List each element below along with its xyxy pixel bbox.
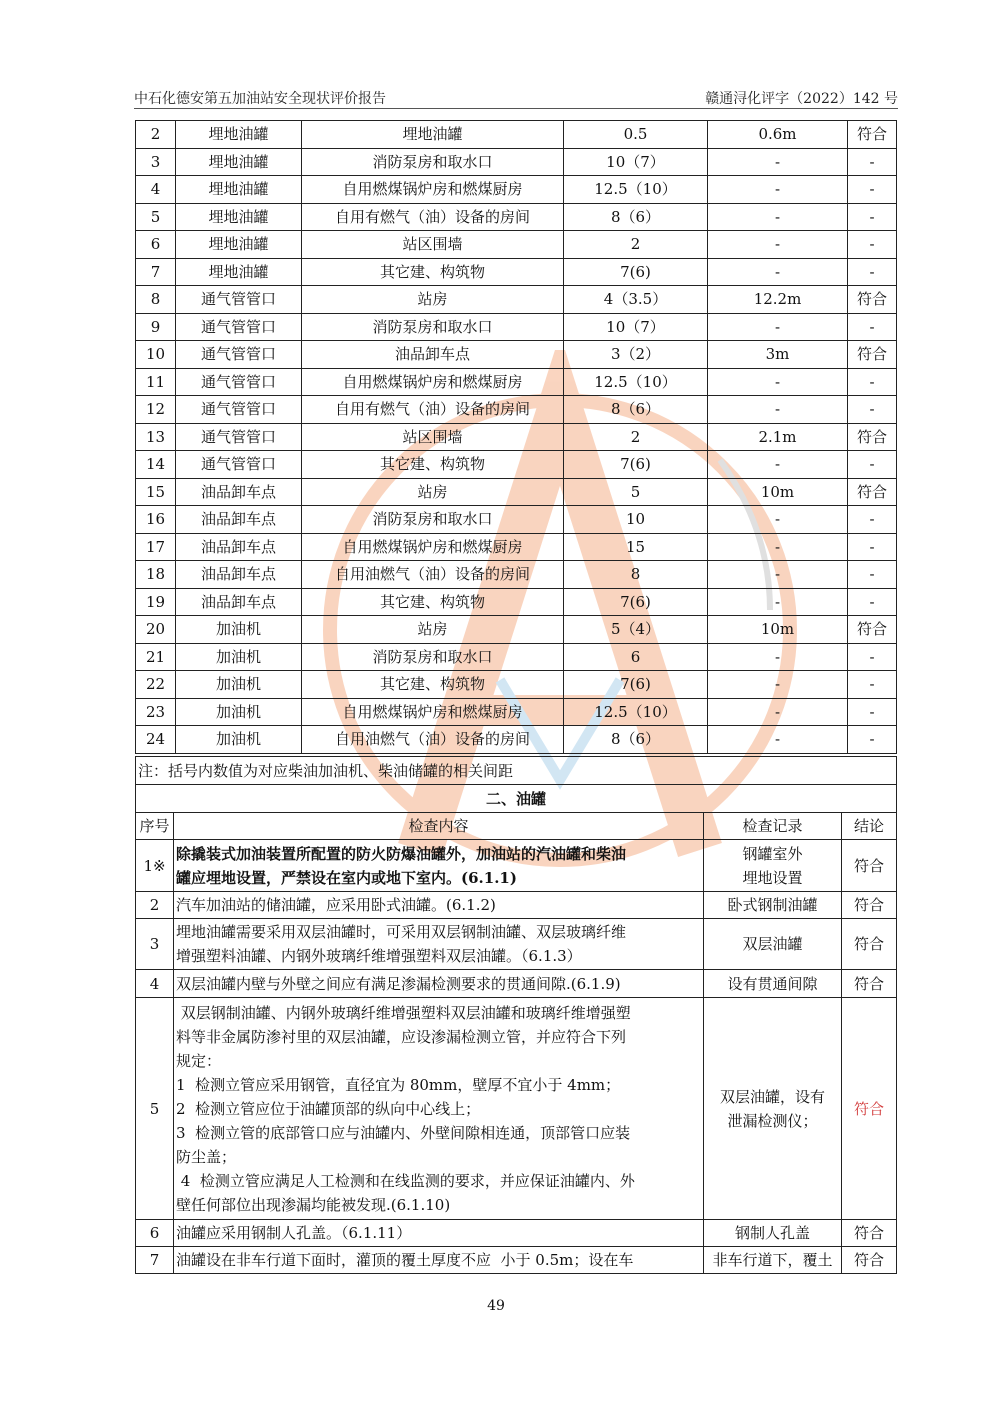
cell-item: 通气管管口: [176, 423, 302, 451]
content-line: 壁任何部位出现渗漏均能被发现.(6.1.10): [176, 1195, 451, 1214]
cell-actual: 10m: [708, 616, 848, 644]
cell-result: 符合: [848, 616, 897, 644]
report-number: 赣通浔化评字（2022）142 号: [705, 91, 898, 107]
cell-record: [704, 970, 842, 998]
cell-no: 6: [136, 1220, 174, 1247]
cell-no: 21: [136, 643, 176, 671]
cell-item: 油品卸车点: [176, 478, 302, 506]
cell-target: 自用油燃气（油）设备的房间: [302, 726, 564, 754]
cell-item: 通气管管口: [176, 286, 302, 314]
cell-result: 符合: [842, 919, 897, 970]
table-row: [136, 726, 897, 754]
cell-item: 油品卸车点: [176, 506, 302, 534]
cell-result: -: [848, 258, 897, 286]
cell-item: 油品卸车点: [176, 588, 302, 616]
cell-item: 加油机: [176, 698, 302, 726]
cell-std: 8（6）: [564, 203, 708, 231]
header-result: 结论: [842, 813, 897, 840]
table-row: [136, 506, 897, 534]
cell-no: 18: [136, 561, 176, 589]
cell-result: -: [848, 533, 897, 561]
cell-result: -: [848, 588, 897, 616]
cell-no: 5: [136, 998, 174, 1220]
cell-target: 站房: [302, 616, 564, 644]
table-row: [136, 121, 897, 149]
cell-std: 15: [564, 533, 708, 561]
cell-result: -: [848, 148, 897, 176]
record-line: 卧式钢制油罐: [727, 896, 818, 914]
table-row: [136, 286, 897, 314]
cell-result: -: [848, 313, 897, 341]
cell-item: 通气管管口: [176, 368, 302, 396]
table-note: 注：括号内数值为对应柴油加油机、柴油储罐的相关间距: [136, 757, 897, 785]
cell-std: 8（6）: [564, 396, 708, 424]
cell-item: 埋地油罐: [176, 121, 302, 149]
table-row: [136, 892, 897, 919]
cell-target: 站房: [302, 478, 564, 506]
cell-item: 埋地油罐: [176, 176, 302, 204]
content-line: 双层油罐内壁与外壁之间应有满足渗漏检测要求的贯通间隙.(6.1.9): [176, 974, 621, 993]
cell-no: 5: [136, 203, 176, 231]
content-line: 2 检测立管应位于油罐顶部的纵向中心线上；: [176, 1099, 481, 1118]
cell-result: -: [848, 231, 897, 259]
cell-item: 埋地油罐: [176, 258, 302, 286]
header-content: 检查内容: [174, 813, 704, 840]
cell-item: 油品卸车点: [176, 561, 302, 589]
cell-actual: -: [708, 203, 848, 231]
cell-actual: 12.2m: [708, 286, 848, 314]
cell-actual: -: [708, 396, 848, 424]
content-line: 料等非金属防渗衬里的双层油罐，应设渗漏检测立管，并应符合下列: [176, 1027, 627, 1046]
cell-target: 消防泵房和取水口: [302, 313, 564, 341]
cell-item: 埋地油罐: [176, 148, 302, 176]
content-line: 双层钢制油罐、内钢外玻璃纤维增强塑料双层油罐和玻璃纤维增强塑: [176, 1003, 631, 1022]
cell-std: 7(6): [564, 451, 708, 479]
record-line: 埋地设置: [742, 868, 803, 887]
cell-no: 17: [136, 533, 176, 561]
cell-std: 4（3.5）: [564, 286, 708, 314]
table-row: [136, 998, 897, 1220]
cell-std: 12.5（10）: [564, 698, 708, 726]
content-line: 规定：: [176, 1051, 222, 1070]
cell-no: 14: [136, 451, 176, 479]
cell-result: 符合: [848, 423, 897, 451]
content-line: 汽车加油站的储油罐，应采用卧式油罐。(6.1.2): [176, 896, 496, 914]
cell-actual: -: [708, 671, 848, 699]
cell-actual: 3m: [708, 341, 848, 369]
cell-record: [704, 998, 842, 1220]
cell-actual: -: [708, 643, 848, 671]
cell-result: -: [848, 203, 897, 231]
cell-record: [704, 1247, 842, 1274]
cell-std: 2: [564, 423, 708, 451]
cell-content: [174, 840, 704, 892]
cell-target: 自用有燃气（油）设备的房间: [302, 203, 564, 231]
content-line: 除撬装式加油装置所配置的防火防爆油罐外，加油站的汽油罐和柴油: [176, 844, 627, 863]
cell-no: 23: [136, 698, 176, 726]
cell-result: 符合: [848, 478, 897, 506]
header-record: 检查记录: [704, 813, 842, 840]
cell-no: 6: [136, 231, 176, 259]
content-line: 1 检测立管应采用钢管，直径宜为 80mm，壁厚不宜小于 4mm；: [176, 1075, 621, 1094]
tank-table: [135, 756, 897, 1274]
table-row: [136, 396, 897, 424]
cell-no: 2: [136, 892, 174, 919]
cell-std: 3（2）: [564, 341, 708, 369]
cell-std: 8（6）: [564, 726, 708, 754]
cell-std: 7(6): [564, 588, 708, 616]
cell-target: 消防泵房和取水口: [302, 148, 564, 176]
cell-std: 0.5: [564, 121, 708, 149]
table-row: [136, 148, 897, 176]
cell-target: 其它建、构筑物: [302, 258, 564, 286]
cell-target: 埋地油罐: [302, 121, 564, 149]
cell-record: [704, 892, 842, 919]
cell-target: 自用燃煤锅炉房和燃煤厨房: [302, 533, 564, 561]
cell-actual: -: [708, 588, 848, 616]
cell-std: 8: [564, 561, 708, 589]
cell-result: 符合: [848, 341, 897, 369]
table-row: [136, 258, 897, 286]
table-row: [136, 698, 897, 726]
cell-target: 消防泵房和取水口: [302, 506, 564, 534]
cell-item: 加油机: [176, 643, 302, 671]
cell-actual: -: [708, 231, 848, 259]
cell-target: 自用燃煤锅炉房和燃煤厨房: [302, 176, 564, 204]
cell-no: 7: [136, 1247, 174, 1274]
cell-item: 加油机: [176, 616, 302, 644]
record-line: 双层油罐: [742, 935, 803, 953]
cell-content: [174, 892, 704, 919]
cell-no: 16: [136, 506, 176, 534]
table-row: [136, 341, 897, 369]
cell-actual: -: [708, 313, 848, 341]
cell-actual: -: [708, 561, 848, 589]
cell-item: 通气管管口: [176, 313, 302, 341]
record-line: 钢制人孔盖: [734, 1224, 810, 1242]
cell-no: 15: [136, 478, 176, 506]
cell-actual: -: [708, 258, 848, 286]
cell-result: -: [848, 643, 897, 671]
cell-std: 6: [564, 643, 708, 671]
cell-target: 油品卸车点: [302, 341, 564, 369]
cell-no: 1※: [136, 840, 174, 892]
cell-actual: -: [708, 176, 848, 204]
cell-actual: -: [708, 451, 848, 479]
content-line: 油罐设在非车行道下面时，灌顶的覆土厚度不应 小于 0.5m；设在车: [176, 1251, 634, 1269]
cell-content: [174, 919, 704, 970]
header-no: 序号: [136, 813, 174, 840]
table-row: [136, 561, 897, 589]
record-line: 设有贯通间隙: [727, 974, 818, 993]
distance-table: [135, 120, 897, 754]
cell-std: 5: [564, 478, 708, 506]
cell-result: -: [848, 396, 897, 424]
cell-no: 3: [136, 148, 176, 176]
cell-item: 通气管管口: [176, 341, 302, 369]
cell-record: [704, 919, 842, 970]
cell-item: 油品卸车点: [176, 533, 302, 561]
cell-std: 10（7）: [564, 313, 708, 341]
cell-std: 2: [564, 231, 708, 259]
cell-actual: 10m: [708, 478, 848, 506]
cell-result: 符合: [842, 840, 897, 892]
report-title: 中石化德安第五加油站安全现状评价报告: [134, 91, 386, 107]
cell-actual: -: [708, 148, 848, 176]
cell-result: 符合: [842, 1220, 897, 1247]
table-row: [136, 478, 897, 506]
cell-actual: -: [708, 506, 848, 534]
cell-std: 5（4）: [564, 616, 708, 644]
cell-result: -: [848, 671, 897, 699]
cell-no: 3: [136, 919, 174, 970]
record-line: 钢罐室外: [742, 844, 803, 863]
cell-target: 自用油燃气（油）设备的房间: [302, 561, 564, 589]
record-line: 泄漏检测仪；: [727, 1111, 818, 1130]
cell-no: 2: [136, 121, 176, 149]
cell-target: 其它建、构筑物: [302, 451, 564, 479]
table-row: [136, 616, 897, 644]
cell-result: -: [848, 698, 897, 726]
table-row: [136, 919, 897, 970]
cell-no: 8: [136, 286, 176, 314]
record-line: 双层油罐，设有: [719, 1087, 825, 1106]
cell-item: 埋地油罐: [176, 203, 302, 231]
content-line: 增强塑料油罐、内钢外玻璃纤维增强塑料双层油罐。（6.1.3）: [176, 947, 582, 965]
cell-no: 9: [136, 313, 176, 341]
cell-no: 13: [136, 423, 176, 451]
cell-actual: -: [708, 533, 848, 561]
cell-target: 自用有燃气（油）设备的房间: [302, 396, 564, 424]
cell-result: -: [848, 368, 897, 396]
cell-no: 22: [136, 671, 176, 699]
cell-result: 符合: [842, 970, 897, 998]
cell-item: 加油机: [176, 726, 302, 754]
table-row: [136, 643, 897, 671]
cell-content: [174, 998, 704, 1220]
cell-actual: -: [708, 726, 848, 754]
cell-item: 通气管管口: [176, 396, 302, 424]
cell-target: 消防泵房和取水口: [302, 643, 564, 671]
table-row: [136, 1220, 897, 1247]
cell-no: 12: [136, 396, 176, 424]
table-row: [136, 368, 897, 396]
cell-result: 符合: [842, 892, 897, 919]
cell-std: 7(6): [564, 671, 708, 699]
table-row: [136, 176, 897, 204]
cell-no: 11: [136, 368, 176, 396]
content-line: 罐应埋地设置，严禁设在室内或地下室内。(6.1.1): [176, 868, 517, 887]
cell-record: [704, 1220, 842, 1247]
cell-target: 站房: [302, 286, 564, 314]
cell-no: 20: [136, 616, 176, 644]
cell-no: 7: [136, 258, 176, 286]
content-line: 防尘盖；: [176, 1147, 237, 1166]
cell-item: 通气管管口: [176, 451, 302, 479]
cell-no: 10: [136, 341, 176, 369]
table-row: [136, 671, 897, 699]
cell-result: -: [848, 451, 897, 479]
cell-no: 24: [136, 726, 176, 754]
cell-result: 符合: [842, 1247, 897, 1274]
section-title: 二、油罐: [136, 785, 897, 813]
cell-record: [704, 840, 842, 892]
cell-std: 12.5（10）: [564, 176, 708, 204]
cell-result: -: [848, 176, 897, 204]
cell-result: -: [848, 561, 897, 589]
table-row: [136, 423, 897, 451]
table-row: [136, 1247, 897, 1274]
cell-result: -: [848, 506, 897, 534]
table-row: [136, 313, 897, 341]
cell-result: 符合: [848, 121, 897, 149]
table-row: [136, 970, 897, 998]
table-row: [136, 451, 897, 479]
table-row: [136, 533, 897, 561]
content-line: 油罐应采用钢制人孔盖。（6.1.11）: [176, 1224, 412, 1242]
cell-target: 站区围墙: [302, 423, 564, 451]
content-line: 3 检测立管的底部管口应与油罐内、外壁间隙相连通，顶部管口应装: [176, 1123, 631, 1142]
table-row: [136, 203, 897, 231]
cell-no: 19: [136, 588, 176, 616]
cell-item: 加油机: [176, 671, 302, 699]
table-row: [136, 588, 897, 616]
cell-item: 埋地油罐: [176, 231, 302, 259]
cell-content: [174, 970, 704, 998]
cell-target: 其它建、构筑物: [302, 588, 564, 616]
content-line: 4 检测立管应满足人工检测和在线监测的要求，并应保证油罐内、外: [176, 1171, 635, 1190]
content-line: 埋地油罐需要采用双层油罐时，可采用双层钢制油罐、双层玻璃纤维: [176, 923, 627, 941]
cell-std: 12.5（10）: [564, 368, 708, 396]
cell-result: -: [848, 726, 897, 754]
cell-std: 7(6): [564, 258, 708, 286]
record-line: 非车行道下，覆土: [712, 1251, 833, 1269]
cell-content: [174, 1247, 704, 1274]
cell-std: 10: [564, 506, 708, 534]
cell-no: 4: [136, 970, 174, 998]
cell-result: 符合: [848, 286, 897, 314]
cell-target: 自用燃煤锅炉房和燃煤厨房: [302, 698, 564, 726]
cell-content: [174, 1220, 704, 1247]
cell-actual: -: [708, 368, 848, 396]
cell-actual: 0.6m: [708, 121, 848, 149]
cell-target: 站区围墙: [302, 231, 564, 259]
page-number: 49: [487, 1298, 505, 1314]
cell-actual: -: [708, 698, 848, 726]
cell-result: 符合: [842, 998, 897, 1220]
table-row: [136, 840, 897, 892]
page-header: [134, 86, 898, 109]
cell-actual: 2.1m: [708, 423, 848, 451]
cell-std: 10（7）: [564, 148, 708, 176]
cell-target: 自用燃煤锅炉房和燃煤厨房: [302, 368, 564, 396]
cell-target: 其它建、构筑物: [302, 671, 564, 699]
cell-no: 4: [136, 176, 176, 204]
table-row: [136, 231, 897, 259]
